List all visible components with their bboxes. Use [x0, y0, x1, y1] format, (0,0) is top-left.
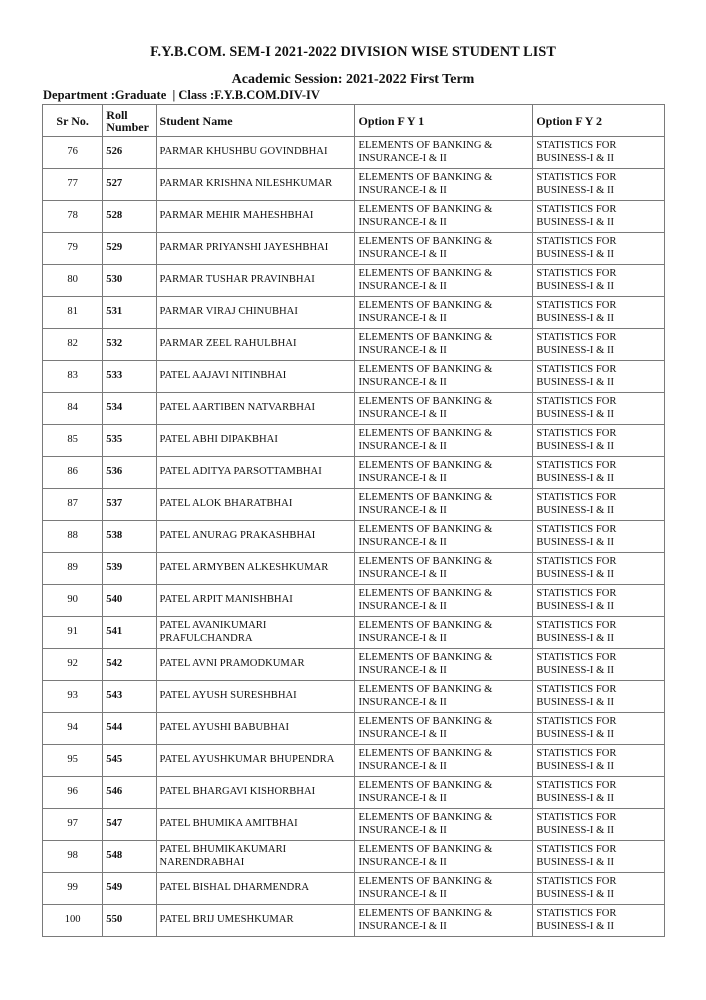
sr-number-cell: 81	[43, 297, 103, 329]
table-row	[43, 425, 665, 457]
table-row	[43, 553, 665, 585]
option-fy1-cell: ELEMENTS OF BANKING & INSURANCE-I & II	[355, 265, 533, 297]
option-fy1-cell: ELEMENTS OF BANKING & INSURANCE-I & II	[355, 841, 533, 873]
option-fy1-cell: ELEMENTS OF BANKING & INSURANCE-I & II	[355, 681, 533, 713]
student-name-cell: PATEL AYUSH SURESHBHAI	[156, 681, 355, 713]
roll-number-cell: 532	[103, 329, 156, 361]
option-fy1-cell: ELEMENTS OF BANKING & INSURANCE-I & II	[355, 905, 533, 937]
table-row	[43, 489, 665, 521]
student-name-cell: PATEL ANURAG PRAKASHBHAI	[156, 521, 355, 553]
student-name-cell: PARMAR KRISHNA NILESHKUMAR	[156, 169, 355, 201]
option-fy2-cell: STATISTICS FOR BUSINESS-I & II	[533, 809, 665, 841]
option-fy1-cell: ELEMENTS OF BANKING & INSURANCE-I & II	[355, 297, 533, 329]
student-name-cell: PATEL ARMYBEN ALKESHKUMAR	[156, 553, 355, 585]
student-name-cell: PARMAR ZEEL RAHULBHAI	[156, 329, 355, 361]
option-fy1-cell: ELEMENTS OF BANKING & INSURANCE-I & II	[355, 393, 533, 425]
roll-number-cell: 540	[103, 585, 156, 617]
option-fy2-cell: STATISTICS FOR BUSINESS-I & II	[533, 265, 665, 297]
student-name-cell: PARMAR KHUSHBU GOVINDBHAI	[156, 137, 355, 169]
table-header	[43, 105, 665, 137]
roll-number-cell: 545	[103, 745, 156, 777]
option-fy1-cell: ELEMENTS OF BANKING & INSURANCE-I & II	[355, 873, 533, 905]
sr-number-cell: 88	[43, 521, 103, 553]
option-fy1-cell: ELEMENTS OF BANKING & INSURANCE-I & II	[355, 361, 533, 393]
option-fy2-cell: STATISTICS FOR BUSINESS-I & II	[533, 873, 665, 905]
student-name-cell: PATEL BHARGAVI KISHORBHAI	[156, 777, 355, 809]
roll-number-cell: 542	[103, 649, 156, 681]
sr-number-cell: 91	[43, 617, 103, 649]
option-fy2-cell: STATISTICS FOR BUSINESS-I & II	[533, 585, 665, 617]
option-fy2-cell: STATISTICS FOR BUSINESS-I & II	[533, 489, 665, 521]
student-name-cell: PATEL ADITYA PARSOTTAMBHAI	[156, 457, 355, 489]
student-name-cell: PARMAR PRIYANSHI JAYESHBHAI	[156, 233, 355, 265]
option-fy1-cell: ELEMENTS OF BANKING & INSURANCE-I & II	[355, 553, 533, 585]
roll-number-cell: 526	[103, 137, 156, 169]
sr-number-cell: 80	[43, 265, 103, 297]
table-row	[43, 297, 665, 329]
sr-number-cell: 98	[43, 841, 103, 873]
option-fy2-cell: STATISTICS FOR BUSINESS-I & II	[533, 617, 665, 649]
student-list-table	[42, 104, 665, 937]
option-fy1-cell: ELEMENTS OF BANKING & INSURANCE-I & II	[355, 329, 533, 361]
option-fy1-cell: ELEMENTS OF BANKING & INSURANCE-I & II	[355, 201, 533, 233]
student-name-cell: PATEL ARPIT MANISHBHAI	[156, 585, 355, 617]
option-fy1-cell: ELEMENTS OF BANKING & INSURANCE-I & II	[355, 425, 533, 457]
option-fy2-cell: STATISTICS FOR BUSINESS-I & II	[533, 777, 665, 809]
option-fy2-cell: STATISTICS FOR BUSINESS-I & II	[533, 553, 665, 585]
academic-session: Academic Session: 2021-2022 First Term	[231, 72, 475, 87]
student-name-cell: PATEL ALOK BHARATBHAI	[156, 489, 355, 521]
sr-number-cell: 94	[43, 713, 103, 745]
student-name-cell: PATEL AVANIKUMARI PRAFULCHANDRA	[156, 617, 355, 649]
sr-number-cell: 79	[43, 233, 103, 265]
option-fy2-cell: STATISTICS FOR BUSINESS-I & II	[533, 905, 665, 937]
student-name-cell: PARMAR VIRAJ CHINUBHAI	[156, 297, 355, 329]
table-row	[43, 649, 665, 681]
option-fy1-cell: ELEMENTS OF BANKING & INSURANCE-I & II	[355, 809, 533, 841]
table-row	[43, 841, 665, 873]
sr-number-cell: 96	[43, 777, 103, 809]
option-fy2-cell: STATISTICS FOR BUSINESS-I & II	[533, 393, 665, 425]
student-name-cell: PATEL BISHAL DHARMENDRA	[156, 873, 355, 905]
option-fy2-cell: STATISTICS FOR BUSINESS-I & II	[533, 745, 665, 777]
roll-number-cell: 546	[103, 777, 156, 809]
roll-number-cell: 550	[103, 905, 156, 937]
roll-number-cell: 548	[103, 841, 156, 873]
option-fy1-cell: ELEMENTS OF BANKING & INSURANCE-I & II	[355, 585, 533, 617]
table-row	[43, 393, 665, 425]
table-row	[43, 713, 665, 745]
student-name-cell: PATEL AVNI PRAMODKUMAR	[156, 649, 355, 681]
roll-number-cell: 537	[103, 489, 156, 521]
table-row	[43, 745, 665, 777]
department-class-line: Department :Graduate | Class :F.Y.B.COM.DIV-IV	[43, 88, 320, 102]
roll-number-cell: 528	[103, 201, 156, 233]
student-name-cell: PARMAR TUSHAR PRAVINBHAI	[156, 265, 355, 297]
sr-number-cell: 85	[43, 425, 103, 457]
option-fy2-cell: STATISTICS FOR BUSINESS-I & II	[533, 329, 665, 361]
sr-number-cell: 86	[43, 457, 103, 489]
option-fy2-cell: STATISTICS FOR BUSINESS-I & II	[533, 137, 665, 169]
option-fy2-cell: STATISTICS FOR BUSINESS-I & II	[533, 361, 665, 393]
option-fy2-cell: STATISTICS FOR BUSINESS-I & II	[533, 201, 665, 233]
sr-number-cell: 78	[43, 201, 103, 233]
option-fy1-cell: ELEMENTS OF BANKING & INSURANCE-I & II	[355, 489, 533, 521]
option-fy1-cell: ELEMENTS OF BANKING & INSURANCE-I & II	[355, 649, 533, 681]
sr-number-cell: 77	[43, 169, 103, 201]
table-row	[43, 233, 665, 265]
table-row	[43, 361, 665, 393]
option-fy2-cell: STATISTICS FOR BUSINESS-I & II	[533, 681, 665, 713]
roll-number-cell: 543	[103, 681, 156, 713]
table-row	[43, 585, 665, 617]
option-fy2-cell: STATISTICS FOR BUSINESS-I & II	[533, 649, 665, 681]
roll-number-cell: 531	[103, 297, 156, 329]
table-row	[43, 905, 665, 937]
option-fy1-cell: ELEMENTS OF BANKING & INSURANCE-I & II	[355, 713, 533, 745]
sr-number-cell: 97	[43, 809, 103, 841]
student-name-cell: PATEL AAJAVI NITINBHAI	[156, 361, 355, 393]
sr-number-cell: 76	[43, 137, 103, 169]
sr-number-cell: 89	[43, 553, 103, 585]
option-fy1-cell: ELEMENTS OF BANKING & INSURANCE-I & II	[355, 457, 533, 489]
option-fy1-cell: ELEMENTS OF BANKING & INSURANCE-I & II	[355, 745, 533, 777]
option-fy1-cell: ELEMENTS OF BANKING & INSURANCE-I & II	[355, 617, 533, 649]
option-fy2-cell: STATISTICS FOR BUSINESS-I & II	[533, 457, 665, 489]
sr-number-cell: 92	[43, 649, 103, 681]
student-name-cell: PATEL AYUSHI BABUBHAI	[156, 713, 355, 745]
table-row	[43, 137, 665, 169]
roll-number-cell: 530	[103, 265, 156, 297]
column-header-sr-no: Sr No.	[43, 105, 103, 137]
roll-number-cell: 533	[103, 361, 156, 393]
sr-number-cell: 99	[43, 873, 103, 905]
option-fy2-cell: STATISTICS FOR BUSINESS-I & II	[533, 841, 665, 873]
student-name-cell: PATEL BHUMIKAKUMARI NARENDRABHAI	[156, 841, 355, 873]
student-name-cell: PATEL AYUSHKUMAR BHUPENDRA	[156, 745, 355, 777]
document-title: F.Y.B.COM. SEM-I 2021-2022 DIVISION WISE STUDENT LIST	[150, 44, 556, 60]
sr-number-cell: 82	[43, 329, 103, 361]
sr-number-cell: 90	[43, 585, 103, 617]
table-row	[43, 265, 665, 297]
roll-number-cell: 536	[103, 457, 156, 489]
option-fy2-cell: STATISTICS FOR BUSINESS-I & II	[533, 169, 665, 201]
student-name-cell: PATEL AARTIBEN NATVARBHAI	[156, 393, 355, 425]
student-name-cell: PATEL BHUMIKA AMITBHAI	[156, 809, 355, 841]
sr-number-cell: 95	[43, 745, 103, 777]
option-fy2-cell: STATISTICS FOR BUSINESS-I & II	[533, 233, 665, 265]
sr-number-cell: 83	[43, 361, 103, 393]
student-name-cell: PATEL ABHI DIPAKBHAI	[156, 425, 355, 457]
roll-number-cell: 538	[103, 521, 156, 553]
table-row	[43, 329, 665, 361]
roll-number-cell: 534	[103, 393, 156, 425]
option-fy1-cell: ELEMENTS OF BANKING & INSURANCE-I & II	[355, 777, 533, 809]
roll-number-cell: 527	[103, 169, 156, 201]
option-fy2-cell: STATISTICS FOR BUSINESS-I & II	[533, 425, 665, 457]
roll-number-cell: 529	[103, 233, 156, 265]
option-fy2-cell: STATISTICS FOR BUSINESS-I & II	[533, 713, 665, 745]
roll-number-cell: 544	[103, 713, 156, 745]
table-row	[43, 169, 665, 201]
table-row	[43, 873, 665, 905]
sr-number-cell: 100	[43, 905, 103, 937]
option-fy2-cell: STATISTICS FOR BUSINESS-I & II	[533, 297, 665, 329]
table-row	[43, 617, 665, 649]
sr-number-cell: 84	[43, 393, 103, 425]
column-header-option-fy1: Option F Y 1	[355, 105, 533, 137]
table-body	[43, 137, 665, 937]
table-row	[43, 521, 665, 553]
roll-number-cell: 539	[103, 553, 156, 585]
option-fy1-cell: ELEMENTS OF BANKING & INSURANCE-I & II	[355, 137, 533, 169]
column-header-student-name: Student Name	[156, 105, 355, 137]
sr-number-cell: 87	[43, 489, 103, 521]
option-fy2-cell: STATISTICS FOR BUSINESS-I & II	[533, 521, 665, 553]
column-header-option-fy2: Option F Y 2	[533, 105, 665, 137]
sr-number-cell: 93	[43, 681, 103, 713]
table-row	[43, 457, 665, 489]
student-name-cell: PATEL BRIJ UMESHKUMAR	[156, 905, 355, 937]
table-row	[43, 201, 665, 233]
roll-number-cell: 541	[103, 617, 156, 649]
table-row	[43, 809, 665, 841]
roll-number-cell: 549	[103, 873, 156, 905]
table-row	[43, 681, 665, 713]
option-fy1-cell: ELEMENTS OF BANKING & INSURANCE-I & II	[355, 521, 533, 553]
table-row	[43, 777, 665, 809]
column-header-roll-number: Roll Number	[103, 105, 156, 137]
roll-number-cell: 535	[103, 425, 156, 457]
option-fy1-cell: ELEMENTS OF BANKING & INSURANCE-I & II	[355, 233, 533, 265]
student-name-cell: PARMAR MEHIR MAHESHBHAI	[156, 201, 355, 233]
roll-number-cell: 547	[103, 809, 156, 841]
header-row	[43, 105, 665, 137]
option-fy1-cell: ELEMENTS OF BANKING & INSURANCE-I & II	[355, 169, 533, 201]
